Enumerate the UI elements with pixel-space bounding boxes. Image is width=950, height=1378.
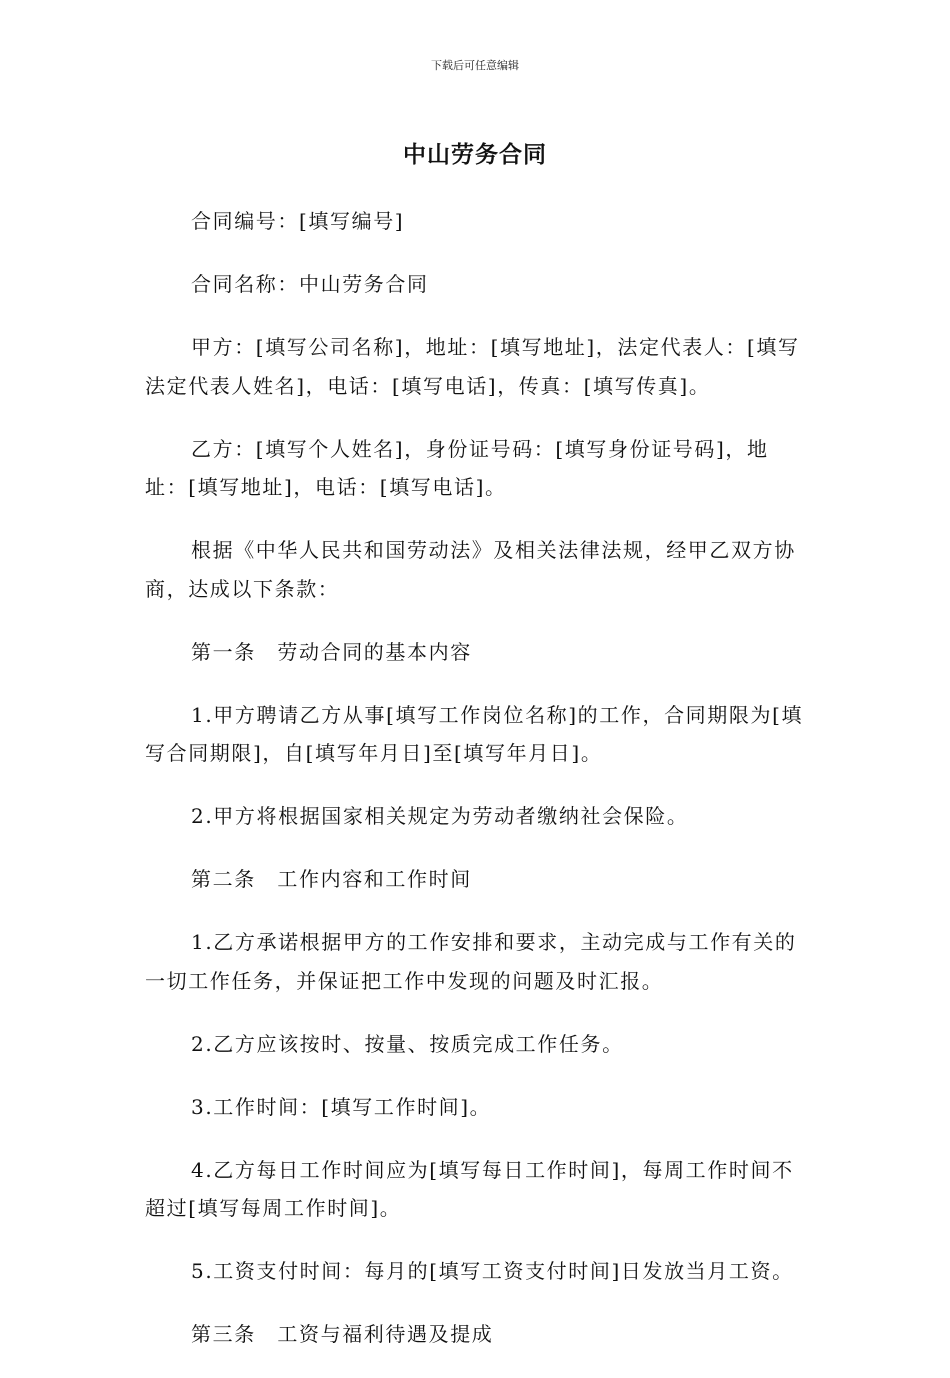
contract-name: 合同名称：中山劳务合同 xyxy=(191,272,429,296)
article-2-clause-2: 2.乙方应该按时、按量、按质完成工作任务。 xyxy=(191,1031,624,1056)
article-2-clause-5: 5.工资支付时间：每月的[填写工资支付时间]日发放当月工资。 xyxy=(191,1259,794,1283)
party-a-info: 甲方：[填写公司名称]，地址：[填写地址]，法定代表人：[填写法定代表人姓名]，电话：[填写电话]，传真：[填写传真]。 xyxy=(145,335,800,398)
article-1-clause-1: 1.甲方聘请乙方从事[填写工作岗位名称]的工作，合同期限为[填写合同期限]，自[填写年月日]至[填写年月日]。 xyxy=(145,702,804,765)
party-b-info: 乙方：[填写个人姓名]，身份证号码：[填写身份证号码]，地址：[填写地址]，电话：[填写电话]。 xyxy=(145,436,769,499)
preamble: 根据《中华人民共和国劳动法》及相关法律法规，经甲乙双方协商，达成以下条款： xyxy=(145,538,796,601)
article-2-heading: 第二条 工作内容和工作时间 xyxy=(191,867,472,891)
document-title: 中山劳务合同 xyxy=(403,142,547,168)
article-2-clause-3: 3.工作时间：[填写工作时间]。 xyxy=(191,1094,492,1119)
article-2-clause-4: 4.乙方每日工作时间应为[填写每日工作时间]，每周工作时间不超过[填写每周工作时间]。 xyxy=(145,1157,794,1220)
document-body xyxy=(145,202,810,1378)
article-1-heading: 第一条 劳动合同的基本内容 xyxy=(191,639,472,664)
article-1-clause-2: 2.甲方将根据国家相关规定为劳动者缴纳社会保险。 xyxy=(191,804,689,828)
contract-number: 合同编号：[填写编号] xyxy=(191,209,405,233)
article-2-clause-1: 1.乙方承诺根据甲方的工作安排和要求，主动完成与工作有关的一切工作任务，并保证把工作中发现的问题及时汇报。 xyxy=(145,930,797,993)
article-3-heading: 第三条 工资与福利待遇及提成 xyxy=(191,1322,494,1346)
header-note: 下载后可任意编辑 xyxy=(431,59,519,72)
